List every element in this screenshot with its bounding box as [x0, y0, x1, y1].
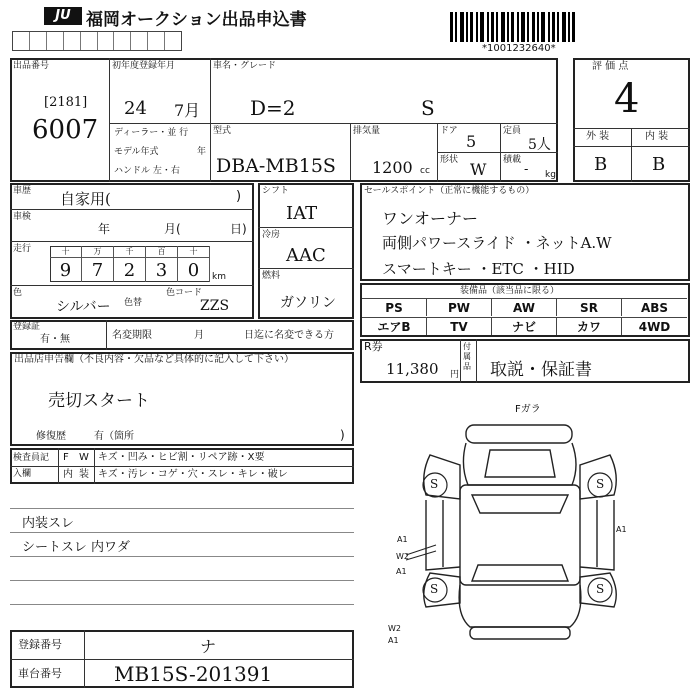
- barcode: [450, 12, 575, 42]
- color-value: シルバー: [56, 299, 111, 315]
- diagram-mark-2: S: [596, 477, 605, 491]
- capacity-value: 5人: [528, 137, 551, 153]
- empty-number-boxes: [12, 31, 182, 51]
- shape-label: 形状: [440, 155, 459, 165]
- mileage-digit: 3: [146, 258, 178, 282]
- equipment-item: PS: [362, 298, 427, 316]
- diagram-front-label: Fガラ: [515, 404, 541, 415]
- diagram-arrows: [380, 525, 440, 575]
- equipment-item: ABS: [622, 298, 687, 316]
- lot-label: 出品番号: [13, 61, 50, 71]
- inspection-label: 車検: [13, 212, 32, 222]
- mileage-digit: 2: [114, 258, 146, 282]
- header-logo: JU: [44, 7, 82, 25]
- inspector-row1-a: F: [63, 452, 69, 463]
- model-year-label: モデル年式: [114, 147, 159, 157]
- inspector-note-2: シートスレ 内ワダ: [22, 540, 130, 555]
- repair-label: 修復歴: [36, 431, 66, 442]
- equipment-label: 装備品（該当品に限る）: [460, 286, 560, 296]
- r-label: R券: [364, 340, 383, 353]
- diagram-mark-3: S: [430, 582, 439, 596]
- handle-label: ハンドル 左・右: [114, 166, 180, 176]
- sales-line-1: ワンオーナー: [382, 209, 479, 228]
- diagram-annotation-1: A1: [397, 535, 408, 544]
- reg-label: 登録番号: [18, 638, 62, 651]
- name-label: 車名・グレード: [213, 61, 277, 71]
- car-diagram: [360, 395, 690, 645]
- lot-number: 6007: [32, 115, 99, 145]
- color-code-label: 色コード: [166, 288, 203, 298]
- load-value: -: [524, 162, 529, 177]
- equipment-item: カワ: [557, 317, 622, 335]
- inspector-row2-text: キズ・汚レ・コゲ・穴・スレ・キレ・破レ: [98, 469, 288, 480]
- diagram-annotation-4: A1: [616, 525, 627, 534]
- grade-value: S: [421, 96, 435, 120]
- fuel-label: 燃料: [262, 271, 281, 281]
- reg-value: ナ: [200, 637, 217, 656]
- name-value: D=2: [250, 96, 296, 120]
- usage-label: 車歴: [13, 186, 32, 196]
- cc-label: 排気量: [353, 126, 381, 136]
- cc-value: 1200: [372, 158, 413, 177]
- mileage-digit: 7: [82, 258, 114, 282]
- exterior-label: 外 装: [586, 131, 610, 142]
- equipment-item: エアB: [362, 317, 427, 335]
- color-code-value: ZZS: [200, 298, 230, 314]
- color-label: 色: [13, 288, 23, 298]
- load-label: 積載: [503, 155, 522, 165]
- equipment-item: TV: [427, 317, 492, 335]
- mileage-label: 走行: [13, 244, 32, 254]
- equipment-item: 4WD: [622, 317, 687, 335]
- registration-value: 有・無: [40, 334, 70, 345]
- usage-value: 自家用(: [60, 190, 111, 208]
- year-value: 24: [124, 98, 147, 119]
- name-change-label: 名変期限: [112, 330, 152, 341]
- mileage-unit-cell: 百: [146, 246, 178, 258]
- door-label: ドア: [440, 126, 458, 136]
- repair-close: ): [340, 428, 345, 442]
- ac-value: AAC: [286, 245, 326, 266]
- ac-label: 冷房: [262, 230, 281, 240]
- diagram-annotation-5: W2: [388, 624, 401, 633]
- diagram-annotation-3: A1: [396, 567, 407, 576]
- interior-label: 内 装: [645, 131, 669, 142]
- shape-value: W: [470, 160, 487, 179]
- sales-line-2: 両側パワースライド ・ネットA.W: [382, 234, 612, 252]
- exterior-value: B: [594, 154, 608, 175]
- inspector-row1-b: W: [79, 452, 89, 463]
- remarks-value: 売切スタート: [48, 391, 150, 411]
- cc-unit: cc: [420, 166, 430, 176]
- repair-value: 有（箇所: [94, 431, 134, 442]
- mileage-unit-cell: 万: [82, 246, 114, 258]
- name-change-note: 日迄に名変できる方: [244, 330, 334, 341]
- mileage-unit-cell: 十: [178, 246, 210, 258]
- inspector-row1-text: キズ・凹み・ヒビ割・リペア跡・X要: [98, 452, 265, 463]
- sales-line-3: スマートキー ・ETC ・HID: [382, 260, 575, 278]
- dealer-label: ディーラー・並 行: [114, 128, 189, 138]
- inspection-year: 年: [98, 222, 111, 236]
- grade-label: 評 価 点: [592, 61, 629, 72]
- inspector-label: 検査員記入欄: [13, 453, 50, 479]
- load-unit: kg: [545, 170, 556, 180]
- sales-points-label: セールスポイント（正常に機能するもの）: [364, 186, 535, 196]
- month-value: 7月: [174, 101, 201, 120]
- docs-label: 付属品: [463, 342, 471, 371]
- diagram-annotation-2: W2: [396, 552, 409, 561]
- inspection-month: 月(: [164, 222, 181, 236]
- color-change-label: 色替: [124, 298, 143, 308]
- interior-value: B: [652, 154, 666, 175]
- mileage-unit-cell: 千: [114, 246, 146, 258]
- remarks-label: 出品店申告欄（不良内容・欠品など具体的に記入して下さい）: [14, 354, 294, 365]
- shift-label: シフト: [262, 186, 290, 196]
- mileage-digit: 9: [50, 258, 82, 282]
- docs-value: 取説・保証書: [490, 360, 592, 380]
- equipment-item: SR: [557, 298, 622, 316]
- diagram-mark-4: S: [596, 582, 605, 596]
- r-value: 11,380: [386, 360, 439, 378]
- vin-value: MB15S-201391: [114, 662, 273, 686]
- inspector-row2-b: 装: [79, 469, 89, 480]
- type-value: DBA-MB15S: [216, 155, 336, 177]
- mileage-unit-cell: 十: [50, 246, 82, 258]
- capacity-label: 定員: [503, 126, 522, 136]
- type-label: 型式: [213, 126, 232, 136]
- diagram-mark-1: S: [430, 477, 439, 491]
- year-label: 初年度登録年月: [112, 61, 176, 71]
- inspector-row2-a: 内: [63, 469, 73, 480]
- model-year-unit: 年: [197, 147, 207, 157]
- equipment-item: ナビ: [492, 317, 557, 335]
- door-value: 5: [466, 132, 477, 151]
- usage-close: ): [236, 189, 242, 204]
- diagram-annotation-6: A1: [388, 636, 399, 645]
- name-change-month: 月: [194, 330, 204, 341]
- r-unit: 円: [450, 370, 460, 380]
- fuel-value: ガソリン: [280, 295, 336, 311]
- shift-value: IAT: [286, 203, 318, 224]
- inspector-note-1: 内装スレ: [22, 516, 75, 531]
- inspection-day: 日): [230, 222, 247, 236]
- mileage-digit: 0: [178, 258, 210, 282]
- barcode-text: *1001232640*: [482, 43, 556, 54]
- equipment-item: PW: [427, 298, 492, 316]
- equipment-item: AW: [492, 298, 557, 316]
- mileage-unit: km: [212, 272, 226, 282]
- lot-small: [2181]: [44, 95, 88, 110]
- registration-label: 登録証: [13, 322, 41, 332]
- vin-label: 車台番号: [18, 667, 62, 680]
- grade-score: 4: [614, 76, 640, 122]
- form-title: 福岡オークション出品申込書: [86, 10, 307, 30]
